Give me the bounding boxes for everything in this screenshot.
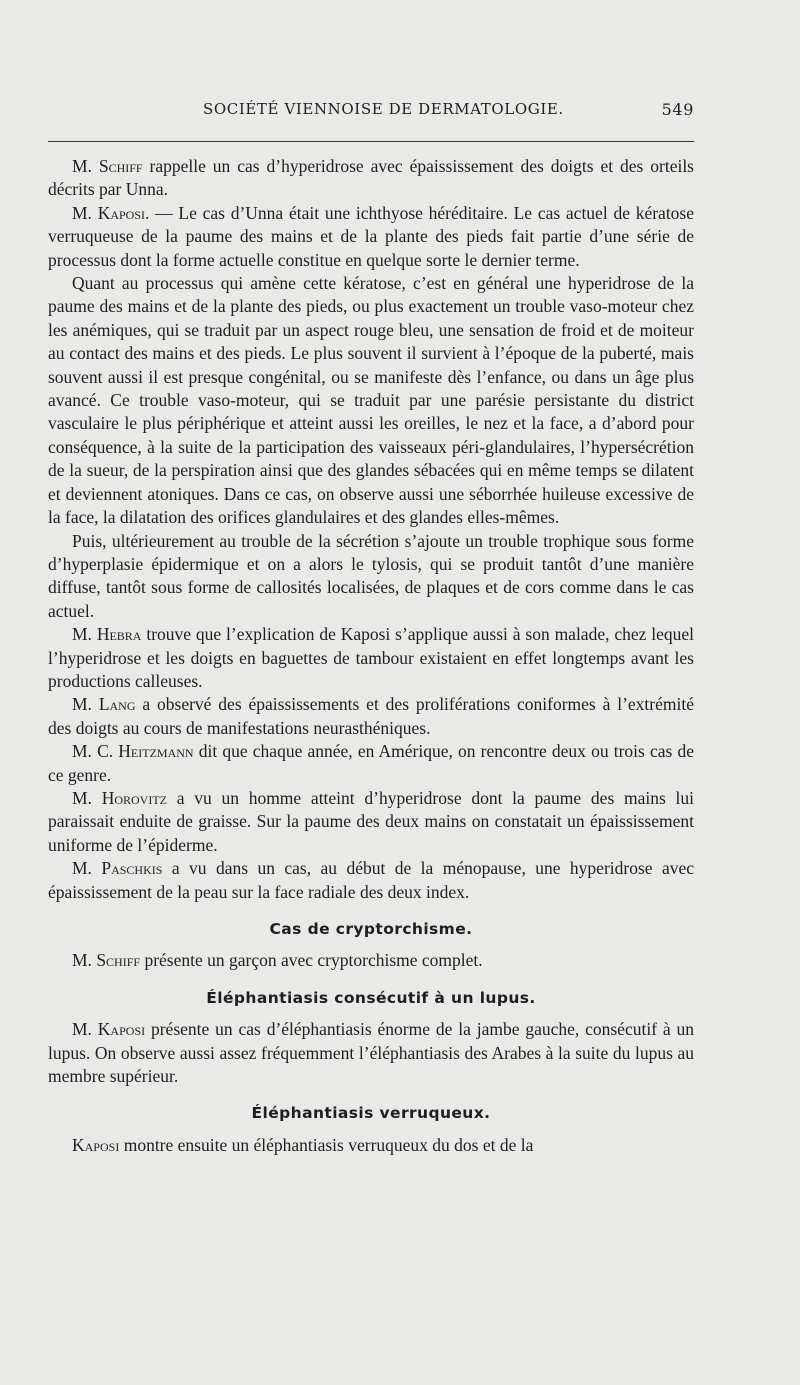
paragraph: Quant au processus qui amène cette kératose, c’est en général une hyperidrose de la paume des mains et de la plante des pieds, ou plus exactement un trouble vaso-moteur chez les anémiques, qui se traduit par un aspect rouge bleu, une sensation de froid et de moiteur au contact des mains et des pieds. Le plus souvent il survient à l’époque de la puberté, mais souvent aussi il est presque congénital, ou se manifeste dès l’enfance, ou dans un âge plus avancé. Ce trouble vaso-moteur, qui se traduit par une parésie persistante du district vasculaire le plus périphérique et atteint aussi les oreilles, le nez et la face, a d’abord pour conséquence, à la suite de la participation des vaisseaux péri-glandulaires, l’hypersécrétion de la sueur, de la perspiration ainsi que des glandes sébacées qui en même temps se dilatent et deviennent atoniques. Dans ce cas, on observe aussi une séborrhée huileuse excessive de la face, la dilatation des orifices glandulaires et des glandes elles-mêmes. <box>48 273 694 528</box>
article-body <box>48 155 694 1157</box>
header-title: SOCIÉTÉ VIENNOISE DE DERMATOLOGIE. <box>203 100 564 118</box>
section-heading: Éléphantiasis verruqueux. <box>251 1104 491 1123</box>
paragraph: M. Schiff présente un garçon avec cryptorchisme complet. <box>72 950 483 971</box>
paragraph: M. Kaposi présente un cas d’éléphantiasis énorme de la jambe gauche, consécutif à un lupus. On observe aussi assez fréquemment l’éléphantiasis des Arabes à la suite du lupus au membre supérieur. <box>48 1019 694 1087</box>
paragraph: M. Lang a observé des épaississements et des proliférations coniformes à l’extrémité des doigts au cours de manifestations neurasthéniques. <box>48 694 694 738</box>
paragraph: M. Horovitz a vu un homme atteint d’hyperidrose dont la paume des mains lui paraissait enduite de graisse. Sur la paume des deux mains on constatait un épaississement uniforme de l’épiderme. <box>48 787 694 855</box>
page-number: 549 <box>661 100 694 119</box>
paragraph: M. Paschkis a vu dans un cas, au début de la ménopause, une hyperidrose avec épaississement de la peau sur la face radiale des deux index. <box>48 858 695 902</box>
header-rule <box>48 141 694 142</box>
paragraph: Puis, ultérieurement au trouble de la sécrétion s’ajoute un trouble trophique sous forme d’hyperplasie épidermique et on a alors le tylosis, qui se produit tantôt d’une manière diffuse, tantôt sous forme de callosités localisées, de plaques et de cors comme dans le cas actuel. <box>48 530 694 621</box>
paragraph: M. Kaposi. — Le cas d’Unna était une ichthyose héréditaire. Le cas actuel de kératose verruqueuse de la paume des mains et de la plante des pieds fait partie d’une série de processus dont la forme actuelle constitue en quelque sorte le dernier terme. <box>48 202 695 270</box>
paragraph: M. Schiff rappelle un cas d’hyperidrose avec épaississement des doigts et des orteils décrits par Unna. <box>48 156 694 200</box>
paragraph: M. C. Heitzmann dit que chaque année, en Amérique, on rencontre deux ou trois cas de ce genre. <box>48 741 695 785</box>
section-heading: Cas de cryptorchisme. <box>269 920 473 938</box>
section-heading: Éléphantiasis consécutif à un lupus. <box>206 988 536 1007</box>
paragraph: Kaposi montre ensuite un éléphantiasis verruqueux du dos et de la <box>72 1134 534 1155</box>
paragraph: M. Hebra trouve que l’explication de Kaposi s’applique aussi à son malade, chez lequel l’hyperidrose et les doigts en baguettes de tambour existaient en effet longtemps avant les productions calleuses. <box>48 624 695 691</box>
